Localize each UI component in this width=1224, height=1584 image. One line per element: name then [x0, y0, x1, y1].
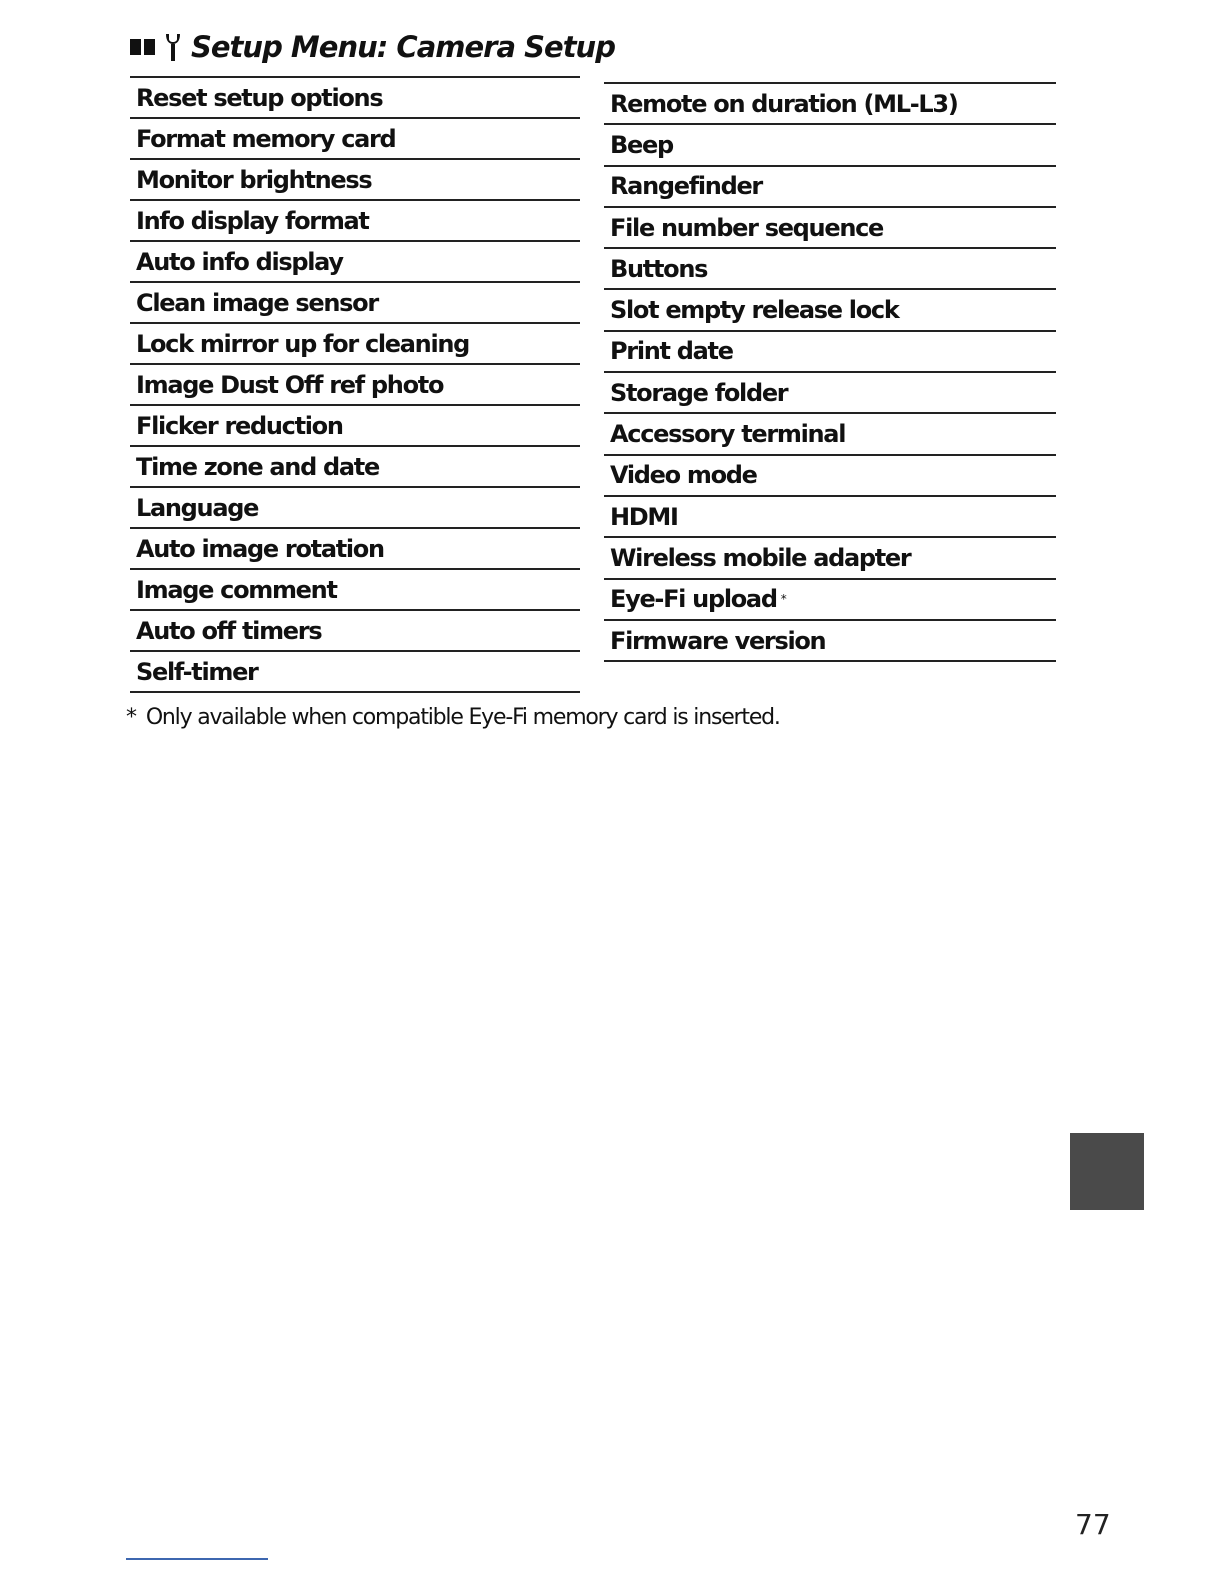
menu-item-buttons [604, 249, 1056, 290]
footnote-marker: * [780, 592, 787, 607]
menu-item-hdmi [604, 497, 1056, 538]
menu-item-label: Buttons [610, 254, 708, 283]
menu-item-label: Accessory terminal [610, 420, 846, 449]
menu-item-firmware-version [604, 621, 1056, 662]
menu-item-image-dust-off: Image Dust Off ref photo [130, 365, 580, 406]
menu-item-label: Video mode [610, 461, 757, 490]
menu-item-reset-setup-options: Reset setup options [130, 78, 580, 119]
thumb-tab [1070, 1133, 1144, 1210]
menu-item-wireless-mobile-adapter [604, 538, 1056, 579]
menu-item-monitor-brightness: Monitor brightness [130, 160, 580, 201]
menu-item-eye-fi-upload [604, 580, 1056, 621]
footnote-asterisk: * [126, 705, 136, 730]
menu-item-beep [604, 125, 1056, 166]
menu-item-label: HDMI [610, 502, 678, 531]
menu-item-lock-mirror-up: Lock mirror up for cleaning [130, 324, 580, 365]
book-icon [130, 39, 155, 55]
menu-item-rangefinder [604, 167, 1056, 208]
menu-item-file-number-sequence [604, 208, 1056, 249]
left-menu-list [130, 76, 580, 693]
menu-item-image-comment: Image comment [130, 570, 580, 611]
menu-item-label: Firmware version [610, 626, 826, 655]
page-title: Setup Menu: Camera Setup [191, 30, 615, 64]
right-menu-list [604, 82, 1056, 662]
menu-item-language: Language [130, 488, 580, 529]
menu-item-auto-off-timers: Auto off timers [130, 611, 580, 652]
menu-item-video-mode [604, 456, 1056, 497]
page-number: 77 [1075, 1508, 1111, 1541]
menu-item-storage-folder [604, 373, 1056, 414]
menu-item-format-memory-card: Format memory card [130, 119, 580, 160]
menu-item-info-display-format: Info display format [130, 201, 580, 242]
menu-item-time-zone-and-date: Time zone and date [130, 447, 580, 488]
menu-item-label: Rangefinder [610, 172, 762, 201]
menu-item-auto-info-display: Auto info display [130, 242, 580, 283]
menu-item-self-timer: Self-timer [130, 652, 580, 693]
menu-item-flicker-reduction: Flicker reduction [130, 406, 580, 447]
menu-item-label: Slot empty release lock [610, 296, 899, 325]
menu-item-print-date [604, 332, 1056, 373]
menu-item-label: Eye-Fi upload [610, 585, 777, 614]
menu-item-clean-image-sensor: Clean image sensor [130, 283, 580, 324]
wrench-icon [163, 32, 183, 62]
menu-item-auto-image-rotation: Auto image rotation [130, 529, 580, 570]
footnote [126, 705, 780, 730]
bottom-divider [126, 1558, 268, 1560]
menu-item-label: Print date [610, 337, 733, 366]
menu-item-label: Wireless mobile adapter [610, 543, 911, 572]
menu-item-label: Remote on duration (ML-L3) [610, 89, 958, 118]
menu-item-slot-empty-release-lock [604, 290, 1056, 331]
footnote-text: Only available when compatible Eye-Fi memory card is inserted. [145, 705, 780, 730]
menu-item-label: Beep [610, 130, 673, 159]
section-heading [130, 22, 615, 72]
menu-item-label: File number sequence [610, 213, 884, 242]
menu-item-accessory-terminal [604, 414, 1056, 455]
menu-item-remote-on-duration [604, 84, 1056, 125]
menu-item-label: Storage folder [610, 378, 788, 407]
